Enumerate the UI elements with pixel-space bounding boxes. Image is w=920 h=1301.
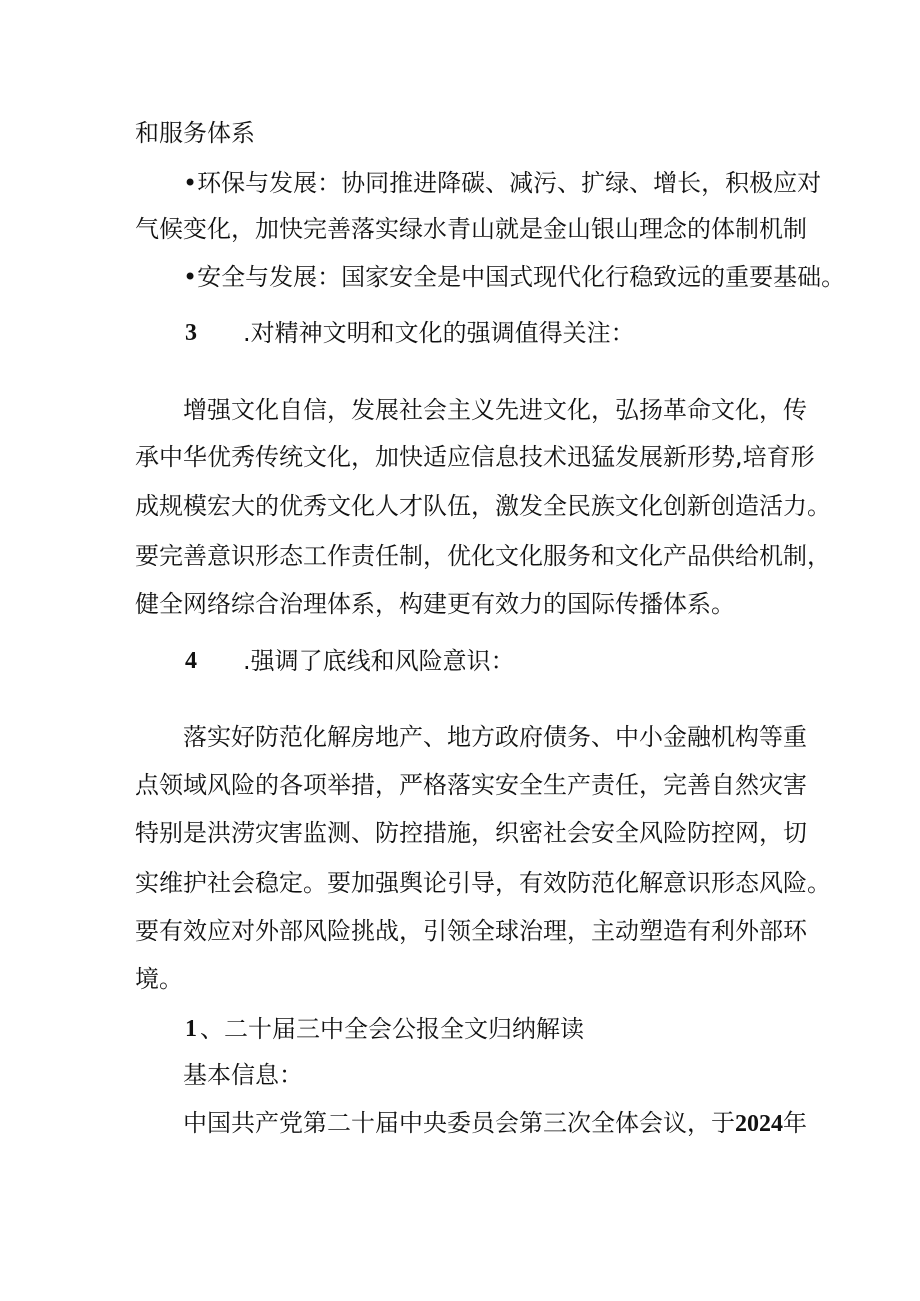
text-line: 落实好防范化解房地产、地方政府债务、中小金融机构等重: [183, 723, 807, 751]
text-line: [183, 1106, 807, 1141]
text-line: 增强文化自信，发展社会主义先进文化，弘扬革命文化，传: [183, 396, 807, 424]
heading-number: 3: [185, 320, 197, 346]
heading-text: .对精神文明和文化的强调值得关注：: [243, 319, 635, 347]
text-line: 基本信息：: [183, 1061, 303, 1089]
text-line: 承中华优秀传统文化，加快适应信息技术迅猛发展新形势,培育形: [135, 443, 815, 471]
text-line: 特别是洪涝灾害监测、防控措施，织密社会安全风险防控网，切: [135, 819, 807, 847]
text-line: 健全网络综合治理体系，构建更有效力的国际传播体系。: [135, 590, 735, 618]
text-line: 境。: [135, 965, 183, 993]
text-line: 点领域风险的各项举措，严格落实安全生产责任，完善自然灾害: [135, 771, 807, 799]
text-line: 气候变化，加快完善落实绿水青山就是金山银山理念的体制机制: [135, 215, 807, 243]
heading-text: .强调了底线和风险意识：: [243, 647, 515, 675]
text-segment: 年: [783, 1109, 807, 1137]
text-line: 成规模宏大的优秀文化人才队伍，激发全民族文化创新创造活力。: [135, 492, 831, 520]
bullet-environment: •环保与发展：协同推进降碳、减污、扩绿、增长，积极应对: [183, 169, 822, 197]
year-number: 2024: [735, 1111, 783, 1137]
heading-number: 1: [185, 1016, 197, 1042]
bullet-security: •安全与发展：国家安全是中国式现代化行稳致远的重要基础。: [183, 263, 846, 291]
text-line: 要完善意识形态工作责任制，优化文化服务和文化产品供给机制，: [135, 542, 831, 570]
text-segment: 中国共产党第二十届中央委员会第三次全体会议，于: [183, 1109, 735, 1137]
heading-text: 、二十届三中全会公报全文归纳解读: [200, 1015, 584, 1043]
text-line: 要有效应对外部风险挑战，引领全球治理，主动塑造有利外部环: [135, 917, 807, 945]
text-line: 实维护社会稳定。要加强舆论引导，有效防范化解意识形态风险。: [135, 869, 831, 897]
text-line: 和服务体系: [135, 119, 255, 147]
heading-number: 4: [185, 648, 197, 674]
